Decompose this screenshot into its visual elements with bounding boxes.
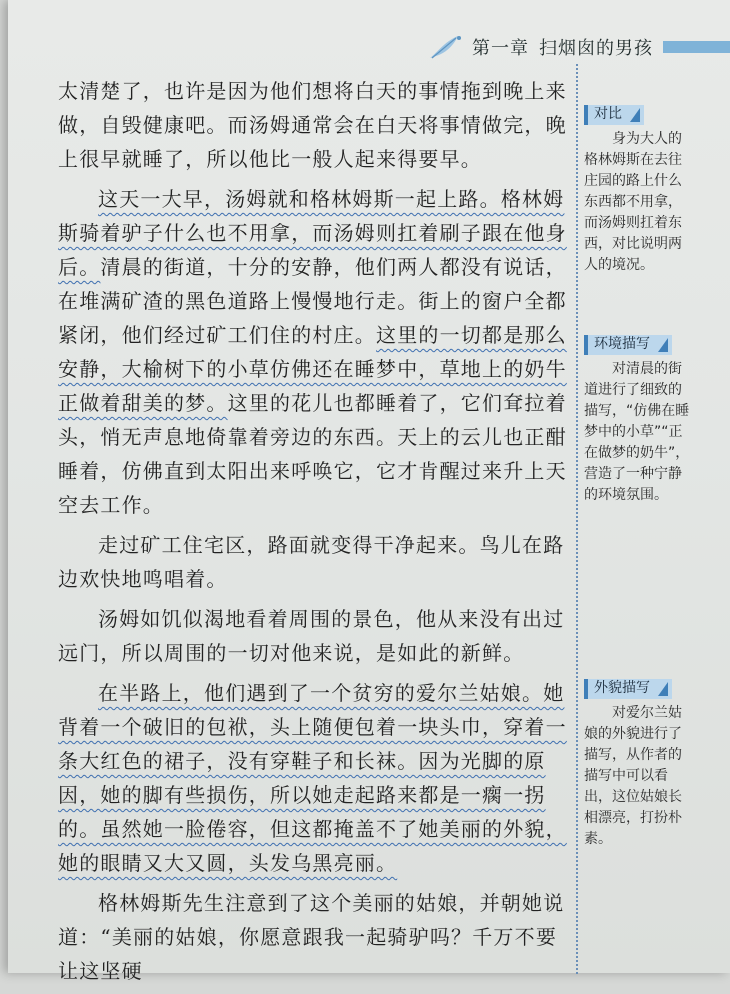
tag-triangle-icon (658, 338, 668, 352)
tag-triangle-icon (630, 108, 640, 122)
paragraph (58, 182, 578, 522)
note-tag (584, 105, 644, 125)
note-tag (584, 679, 672, 699)
side-note-environment (584, 334, 694, 506)
note-tag-label: 环境描写 (594, 336, 650, 352)
main-text (58, 74, 578, 994)
sentence: 格林姆斯先生注意到了这个美丽的姑娘，并朝她说道：“美丽的姑娘，你愿意跟我一起骑驴吗？千万不要让这坚硬 (58, 891, 565, 983)
sentence: 清晨的街道，十分的安静，他们两人都没有说话，在堆满矿渣的黑色道路上慢慢地行走。街上的窗户全都紧闭，他们经过矿工们住的村庄。 (58, 255, 567, 347)
sentence: 走过矿工住宅区，路面就变得干净起来。鸟儿在路边欢快地鸣唱着。 (58, 533, 565, 591)
side-note-appearance (584, 678, 694, 850)
underlined-sentence: 这天一大早，汤姆就和格林姆斯一起上路。格林姆斯骑着驴子什么也不用拿，而汤姆则扛着刷子跟在他身后。 (58, 187, 567, 279)
sentence: 太清楚了，也许是因为他们想将白天的事情拖到晚上来做，自毁健康吧。而汤姆通常会在白天将事情做完，晚上很早就睡了，所以他比一般人起来得要早。 (58, 79, 567, 171)
note-text: 对爱尔兰姑娘的外貌进行了描写，从作者的描写中可以看出，这位姑娘长相漂亮，打扮朴素。 (584, 705, 682, 847)
feather-icon (428, 34, 464, 60)
header-accent-bar (663, 41, 730, 53)
underlined-sentence: 这里的一切都是那么安静，大榆树下的小草仿佛还在睡梦中，草地上的奶牛正做着甜美的梦。 (58, 323, 567, 415)
note-tag-label: 对比 (594, 106, 622, 122)
chapter-title: 扫烟囱的男孩 (539, 38, 653, 59)
paragraph (58, 74, 578, 176)
underlined-sentence: 在半路上，他们遇到了一个贫穷的爱尔兰姑娘。她背着一个破旧的包袱，头上随便包着一块头巾，穿着一条大红色的裙子，没有穿鞋子和长袜。因为光脚的原因，她的脚有些损伤，所以她走起路来都是一瘸一拐的。虽然她一脸倦容，但这都掩盖不了她美丽的外貌，她的眼睛又大又圆，头发乌黑亮丽。 (58, 681, 567, 875)
sentence: 汤姆如饥似渴地看着周围的景色，他从来没有出过远门，所以周围的一切对他来说，是如此的新鲜。 (58, 607, 565, 665)
margin-divider (576, 64, 578, 974)
paragraph (58, 528, 578, 596)
note-text: 对清晨的街道进行了细致的描写，“仿佛在睡梦中的小草”“正在做梦的奶牛”，营造了一种宁静的环境氛围。 (584, 361, 690, 503)
note-text: 身为大人的格林姆斯在去往庄园的路上什么东西都不用拿，而汤姆则扛着东西，对比说明两人的境况。 (584, 131, 682, 273)
note-tag (584, 335, 672, 355)
paragraph (58, 602, 578, 670)
note-tag-label: 外貌描写 (594, 680, 650, 696)
side-note-contrast (584, 104, 694, 276)
paragraph (58, 676, 578, 880)
chapter-header (428, 34, 730, 60)
sentence: 这里的花儿也都睡着了，它们耷拉着头，悄无声息地倚靠着旁边的东西。天上的云儿也正酣睡着，仿佛直到太阳出来呼唤它，它才肯醒过来升上天空去工作。 (58, 391, 567, 517)
book-page (8, 0, 730, 983)
tag-triangle-icon (658, 682, 668, 696)
chapter-number: 第一章 (472, 38, 529, 59)
